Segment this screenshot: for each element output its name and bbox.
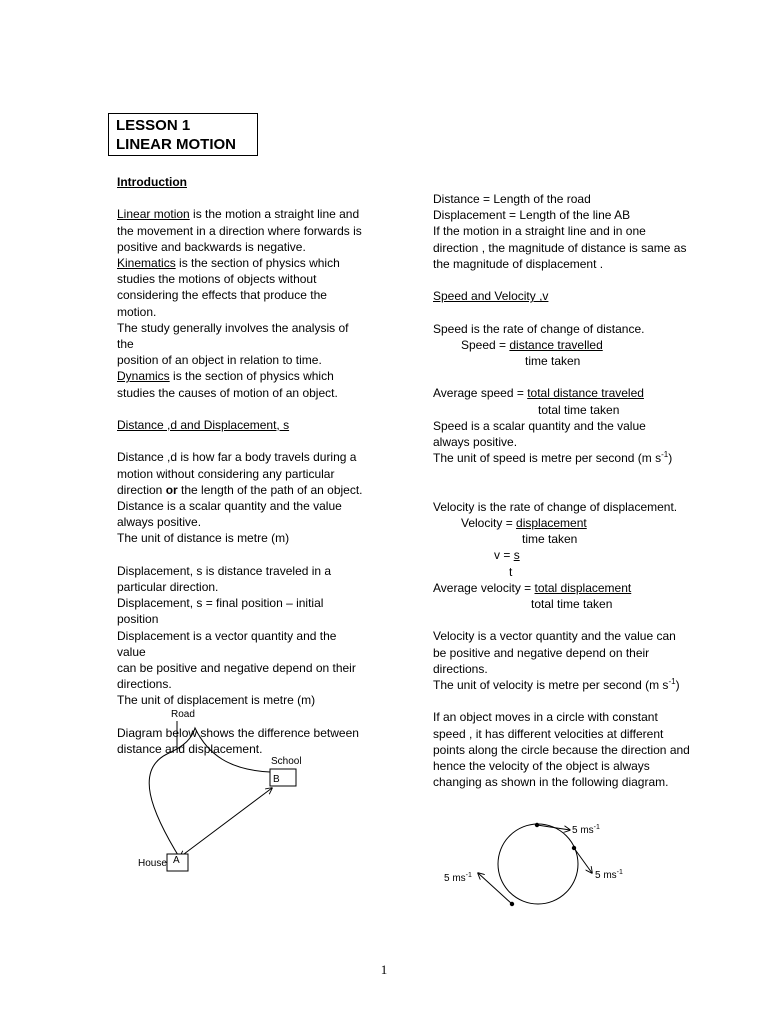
average-speed-equation: Average speed = total distance traveled bbox=[433, 386, 644, 401]
lesson-title-box bbox=[108, 113, 258, 156]
kinematics-term: Kinematics bbox=[117, 256, 176, 270]
page-number: 1 bbox=[380, 962, 388, 977]
speed-unit: The unit of speed is metre per second (m $s^{-1}$) bbox=[433, 450, 673, 466]
velocity-label-top: 5 $ms^{-1}$ bbox=[572, 824, 600, 836]
velocity-label-left: 5 $ms^{-1}$ bbox=[444, 872, 472, 884]
road-path bbox=[149, 728, 270, 860]
school-label: School bbox=[271, 756, 302, 767]
lesson-number: LESSON 1 bbox=[116, 117, 191, 134]
velocity-arrow-right bbox=[574, 848, 592, 873]
velocity-arrow-top bbox=[537, 825, 570, 830]
velocity-unit: The unit of velocity is metre per second (m $s^{-1}$) bbox=[433, 677, 680, 692]
circular-velocity-diagram bbox=[440, 815, 640, 915]
average-velocity-equation: Average velocity = total displacement bbox=[433, 580, 632, 595]
lesson-topic: LINEAR MOTION bbox=[116, 136, 236, 153]
velocity-label-right: 5 $ms^{-1}$ bbox=[595, 869, 623, 881]
house-label: House bbox=[138, 858, 167, 869]
dynamics-term: Dynamics bbox=[117, 369, 170, 384]
introduction-heading: Introduction bbox=[117, 175, 187, 189]
speed-equation: Speed = distance travelled bbox=[461, 337, 603, 352]
velocity-equation: Velocity = displacement bbox=[461, 515, 587, 530]
displacement-arrow bbox=[180, 788, 272, 857]
right-column: Distance = Length of the road Displacement = Length of the line AB If the motion in a straight line and in one direction , the magnitude of distance is same as the magnitude of displacement . Speed and Velocity ,v Speed is the rate of change of distance. Speed = distance travelled time taken Average speed = total distance traveled total time taken Speed is a scalar quantity and the value always positive. The unit of speed is metre per second (m $s^{-1}$) Velocity is the rate of change of displacement. Velocity = displacement time taken v = s t Average velocity = total displacement total time taken Velocity is a vector quantity and the value can be positive and negative depend on their directions. The unit of velocity is metre per second (m $s^{-1}$) If an object moves in a circle with constant speed , it has different velocities at different points along the circle because the direction and hence the velocity of the object is always changing as shown in the following diagram. bbox=[433, 191, 693, 790]
left-column: Introduction Linear motion is the motion a straight line and the movement in a direction where forwards is positive and backwards is negative. Kinematics is the section of physics which studies the motions of objects without considering the effects that produce the motion. The study generally involves the analysis of the position of an object in relation to time. Dynamics is the section of physics which studies the causes of motion of an object. Distance ,d and Displacement, s Distance ,d is how far a body travels during a motion without considering any particular direction or the length of the path of an object. Distance is a scalar quantity and the value always positive. The unit of distance is metre (m) Displacement, s is distance traveled in a particular direction. Displacement, s = final position – initial position Displacement is a vector quantity and the value can be positive and negative depend on their directions. The unit of displacement is metre (m) Diagram below shows the difference between distance and displacement. bbox=[117, 174, 367, 757]
distance-displacement-diagram bbox=[130, 700, 310, 880]
speed-velocity-heading: Speed and Velocity ,v bbox=[433, 289, 549, 304]
kinematics-definition: Kinematics is the section of physics which bbox=[117, 256, 340, 270]
point-a-label: A bbox=[173, 855, 180, 866]
linear-motion-term: Linear motion bbox=[117, 207, 190, 222]
linear-motion-definition: Linear motion is the motion a straight line and bbox=[117, 207, 360, 222]
point-b-label: B bbox=[273, 774, 280, 785]
road-label: Road bbox=[171, 709, 195, 720]
circular-path bbox=[498, 824, 578, 904]
distance-displacement-heading: Distance ,d and Displacement, s bbox=[117, 418, 290, 433]
dynamics-definition: Dynamics is the section of physics which bbox=[117, 369, 334, 384]
v-equation: v = s bbox=[494, 548, 520, 563]
